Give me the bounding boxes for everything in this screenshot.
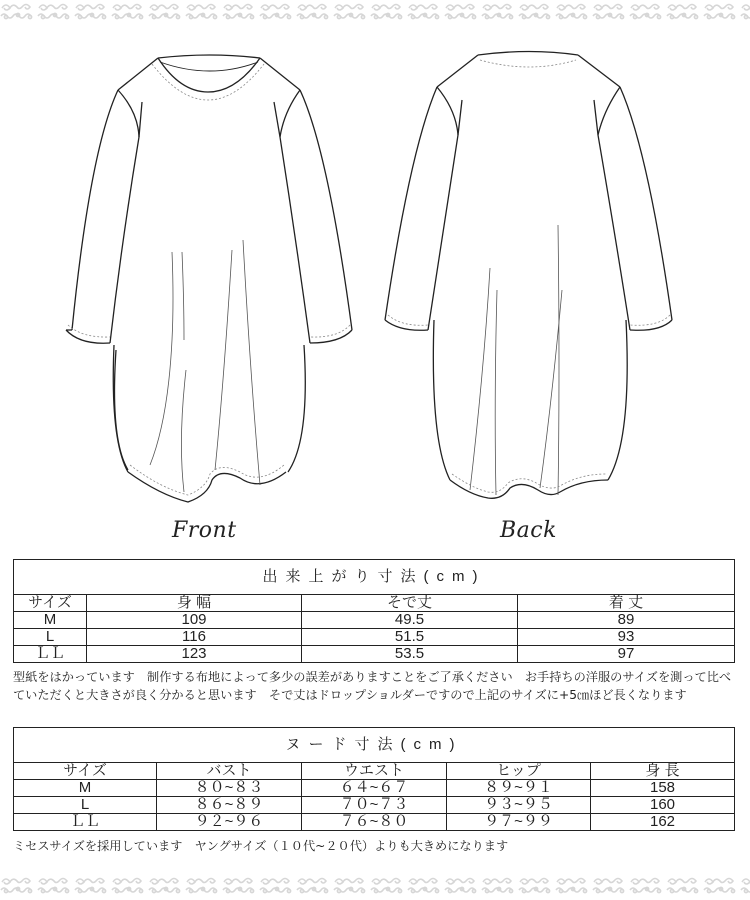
size-cell: L [14, 629, 87, 646]
height-cell: 162 [591, 814, 735, 831]
finished-size-title: 出来上がり寸法(cm) [14, 560, 735, 595]
back-garment-drawing [380, 40, 680, 510]
size-cell: ＬＬ [14, 814, 157, 831]
hip-cell: ９７~９９ [447, 814, 591, 831]
waist-cell: ７０~７３ [302, 797, 447, 814]
front-label: Front [172, 518, 237, 543]
waist-cell: ６４~６７ [302, 780, 447, 797]
table-row [14, 814, 735, 831]
header-height: 身 長 [591, 763, 735, 780]
nude-size-title: ヌード寸法(cm) [14, 728, 735, 763]
header-body-width: 身 幅 [87, 595, 302, 612]
height-cell: 160 [591, 797, 735, 814]
size-cell: L [14, 797, 157, 814]
hip-cell: ９３~９５ [447, 797, 591, 814]
finished-size-note: 型紙をはかっています 制作する布地によって多少の誤差がありますことをご了承ください お手持ちの洋服のサイズを測って比べていただくと大きさが良く分かると思います そで丈はドロップショルダーですので上記のサイズに+5㎝ほど長くなります [13, 670, 732, 702]
header-waist: ウエスト [302, 763, 447, 780]
finished-size-table [13, 559, 735, 663]
lace-border-bottom [0, 874, 750, 896]
lace-border-top [0, 0, 750, 22]
bust-cell: ８６~８９ [157, 797, 302, 814]
length-cell: 97 [518, 646, 735, 663]
size-cell: ＬＬ [14, 646, 87, 663]
finished-size-header-row [14, 595, 735, 612]
size-cell: M [14, 612, 87, 629]
length-cell: 93 [518, 629, 735, 646]
table-row [14, 629, 735, 646]
size-cell: M [14, 780, 157, 797]
body-width-cell: 109 [87, 612, 302, 629]
table-row [14, 646, 735, 663]
nude-size-table [13, 727, 735, 831]
hip-cell: ８９~９１ [447, 780, 591, 797]
body-width-cell: 123 [87, 646, 302, 663]
sleeve-length-cell: 51.5 [302, 629, 518, 646]
nude-size-note: ミセスサイズを採用しています ヤングサイズ（１０代~２０代）よりも大きめになります [13, 839, 509, 853]
length-cell: 89 [518, 612, 735, 629]
body-width-cell: 116 [87, 629, 302, 646]
header-hip: ヒップ [447, 763, 591, 780]
bust-cell: ９２~９６ [157, 814, 302, 831]
waist-cell: ７６~８０ [302, 814, 447, 831]
header-size: サイズ [14, 763, 157, 780]
sleeve-length-cell: 49.5 [302, 612, 518, 629]
bust-cell: ８０~８３ [157, 780, 302, 797]
back-label: Back [500, 518, 557, 543]
front-garment-drawing [60, 40, 380, 510]
nude-size-header-row [14, 763, 735, 780]
table-row [14, 612, 735, 629]
header-sleeve-length: そで丈 [302, 595, 518, 612]
table-row [14, 797, 735, 814]
header-bust: バスト [157, 763, 302, 780]
sleeve-length-cell: 53.5 [302, 646, 518, 663]
header-length: 着 丈 [518, 595, 735, 612]
header-size: サイズ [14, 595, 87, 612]
table-row [14, 780, 735, 797]
height-cell: 158 [591, 780, 735, 797]
